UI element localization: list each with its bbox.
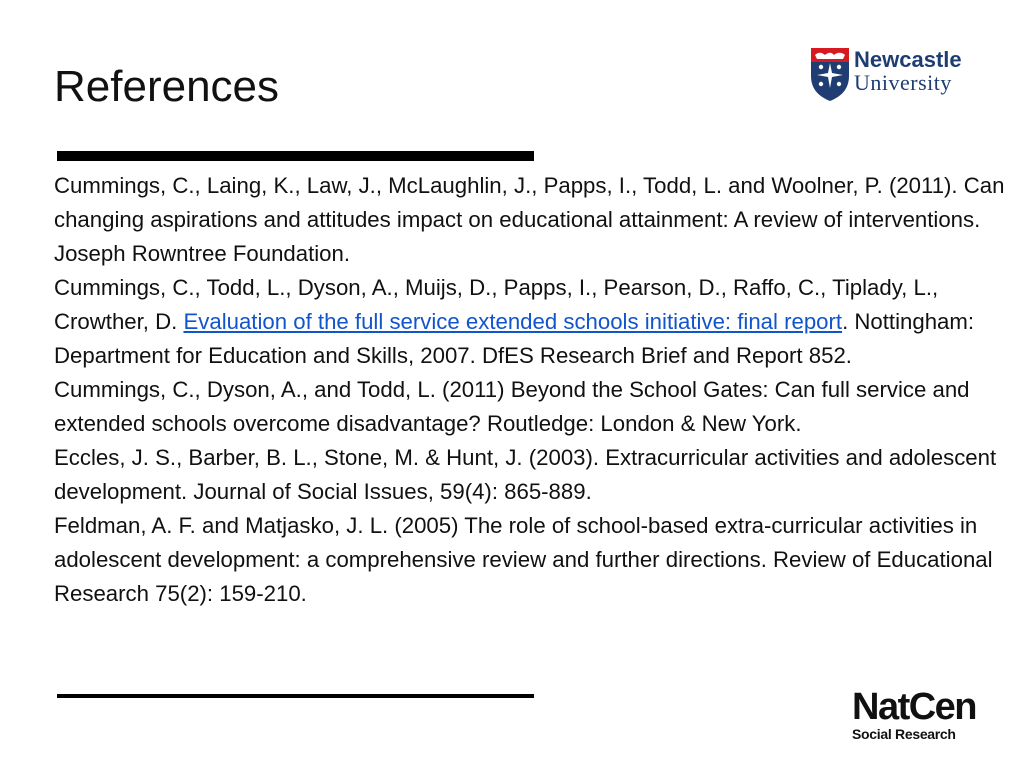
bottom-rule — [57, 694, 534, 698]
reference-item: Feldman, A. F. and Matjasko, J. L. (2005) The role of school-based extra-curricular activities in adolescent development: a comprehensive review and further directions. Review of Educational Research 75(2): 159-210. — [54, 513, 993, 606]
reference-list — [54, 169, 1014, 611]
newcastle-university-logo — [810, 46, 972, 106]
reference-item: Cummings, C., Dyson, A., and Todd, L. (2011) Beyond the School Gates: Can full service and extended schools overcome disadvantage? Routledge: London & New York. — [54, 377, 970, 436]
reference-item: Cummings, C., Laing, K., Law, J., McLaughlin, J., Papps, I., Todd, L. and Woolner, P. (2011). Can changing aspirations and attitudes impact on educational attainment: A review of interventions. Joseph Rowntree Foundation. — [54, 173, 1005, 266]
reference-text: . Nottingham: Department for Education and Skills, 2007. DfES Research Brief and Report 852. — [54, 309, 975, 368]
evaluation-report-link[interactable]: Evaluation of the full service extended schools initiative: final report — [183, 309, 843, 334]
reference-item — [54, 271, 1014, 373]
newcastle-shield-icon — [810, 46, 850, 102]
newcastle-logo-line2: University — [854, 70, 952, 95]
title-underline-rule — [57, 151, 534, 161]
natcen-logo-word: NatCen — [852, 686, 977, 728]
natcen-logo-subtitle: Social Research — [852, 726, 956, 742]
reference-item: Eccles, J. S., Barber, B. L., Stone, M. & Hunt, J. (2003). Extracurricular activities and adolescent development. Journal of Social Issues, 59(4): 865-889. — [54, 445, 997, 504]
slide-title: References — [54, 62, 280, 111]
natcen-logo — [852, 686, 977, 744]
reference-text: Cummings, C., Todd, L., Dyson, A., Muijs, D., Papps, I., Pearson, D., Raffo, C., Tiplady, L., Crowther, D. — [54, 275, 939, 334]
newcastle-logo-line1: Newcastle — [854, 47, 962, 72]
